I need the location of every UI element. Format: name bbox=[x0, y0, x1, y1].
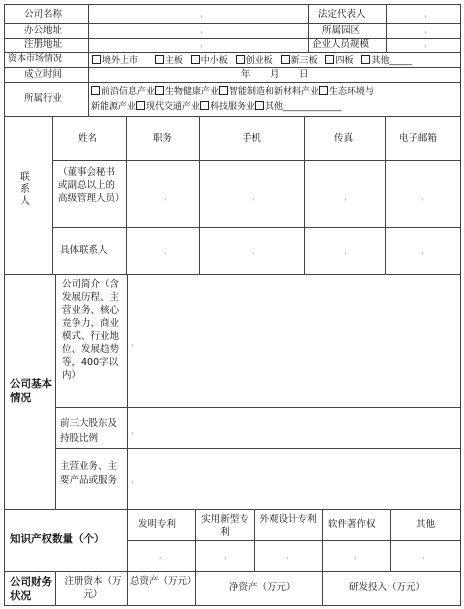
industry-bio-health: 生物健康产业 bbox=[165, 87, 220, 97]
senior-manager-label: （董事会秘书或副总以上的高级管理人员） bbox=[58, 167, 125, 204]
industry-new-energy: 新能源产业 bbox=[91, 102, 137, 112]
park-label: 所属园区 bbox=[322, 25, 361, 36]
ip-header-invention: 发明专利 bbox=[138, 519, 177, 530]
founded-label: 成立时间 bbox=[24, 69, 63, 80]
option-fourth-board: 四板 bbox=[335, 56, 354, 66]
main-products-label: 主营业务、主要产品或服务 bbox=[60, 461, 118, 486]
option-neeq: 新三板 bbox=[290, 56, 318, 66]
cell-mark: ， bbox=[424, 40, 431, 48]
cell-mark: ， bbox=[159, 552, 166, 560]
ip-header-utility: 实用新型专利 bbox=[201, 514, 249, 538]
cell-mark: ， bbox=[131, 339, 138, 347]
cell-mark: ， bbox=[164, 247, 171, 255]
finance-net-assets: 净资产（万元） bbox=[229, 582, 296, 593]
checkbox-icon[interactable] bbox=[92, 55, 101, 64]
header-fax: 传真 bbox=[334, 133, 354, 144]
cell-mark: ， bbox=[424, 26, 431, 34]
industry-eco-env: 生态环境与 bbox=[329, 87, 375, 97]
header-email: 电子邮箱 bbox=[399, 133, 438, 144]
finance-section-label: 公司财务状况 bbox=[10, 576, 52, 602]
checkbox-icon[interactable] bbox=[200, 101, 209, 110]
cell-mark: ， bbox=[424, 10, 431, 18]
checkbox-icon[interactable] bbox=[325, 55, 334, 64]
option-main-board: 主板 bbox=[164, 56, 183, 66]
industry-options-line2 bbox=[91, 101, 342, 112]
checkbox-icon[interactable] bbox=[155, 86, 164, 95]
capital-market-options bbox=[92, 55, 412, 66]
checkbox-icon[interactable] bbox=[155, 55, 164, 64]
checkbox-icon[interactable] bbox=[191, 55, 200, 64]
cell-mark: ， bbox=[421, 247, 428, 255]
office-address-label: 办公地址 bbox=[24, 25, 63, 36]
staff-size-label: 企业人员规模 bbox=[312, 39, 370, 50]
option-other: 其他_____ bbox=[371, 56, 412, 66]
checkbox-icon[interactable] bbox=[136, 101, 145, 110]
cell-mark: ， bbox=[131, 427, 138, 435]
checkbox-icon[interactable] bbox=[219, 86, 228, 95]
industry-label: 所属行业 bbox=[24, 93, 63, 104]
industry-frontier-info: 前沿信息产业 bbox=[101, 87, 156, 97]
company-basic-section-label: 公司基本情况 bbox=[10, 378, 52, 404]
finance-total-assets: 总资产（万元） bbox=[130, 576, 197, 587]
month-unit: 月 bbox=[270, 69, 280, 80]
company-profile-label: 公司简介（含发展历程、主营业务、核心竞争力、商业模式、行业地位、发展趋势等，400字以内） bbox=[62, 279, 120, 381]
industry-smart-manufacturing: 智能制造和新材料产业 bbox=[229, 87, 320, 97]
checkbox-icon[interactable] bbox=[361, 55, 370, 64]
ip-header-software: 软件著作权 bbox=[328, 519, 376, 530]
cell-mark: ， bbox=[200, 40, 207, 48]
cell-mark: ， bbox=[286, 552, 293, 560]
header-mobile: 手机 bbox=[242, 133, 262, 144]
option-sme-board: 中小板 bbox=[200, 56, 228, 66]
legal-rep-label: 法定代表人 bbox=[318, 9, 366, 20]
year-unit: 年 bbox=[241, 69, 251, 80]
cell-mark: ， bbox=[422, 552, 429, 560]
specific-contact-label: 具体联系人 bbox=[60, 245, 108, 256]
finance-registered-capital: 注册资本（万元） bbox=[64, 576, 122, 600]
option-overseas: 境外上市 bbox=[102, 56, 139, 66]
checkbox-icon[interactable] bbox=[236, 55, 245, 64]
cell-mark: ， bbox=[344, 193, 351, 201]
cell-mark: ， bbox=[200, 26, 207, 34]
cell-mark: ， bbox=[224, 552, 231, 560]
day-unit: 日 bbox=[299, 69, 309, 80]
industry-modern-transport: 现代交通产业 bbox=[146, 102, 201, 112]
company-name-label: 公司名称 bbox=[24, 9, 63, 20]
checkbox-icon[interactable] bbox=[319, 86, 328, 95]
checkbox-icon[interactable] bbox=[91, 86, 100, 95]
cell-mark: ， bbox=[252, 247, 259, 255]
registered-address-label: 注册地址 bbox=[24, 39, 63, 50]
cell-mark: ， bbox=[200, 10, 207, 18]
option-gem: 创业板 bbox=[245, 56, 273, 66]
contacts-section-label: 联系人 bbox=[20, 172, 30, 207]
cell-mark: ， bbox=[131, 476, 138, 484]
header-position: 职务 bbox=[153, 133, 173, 144]
finance-rd-investment: 研发投入（万元） bbox=[349, 582, 426, 593]
industry-other: 其他_____________ bbox=[265, 102, 342, 112]
cell-mark: ， bbox=[164, 193, 171, 201]
industry-options-line1 bbox=[91, 86, 374, 97]
checkbox-icon[interactable] bbox=[281, 55, 290, 64]
cell-mark: ， bbox=[421, 193, 428, 201]
cell-mark: ， bbox=[252, 193, 259, 201]
ip-section-label: 知识产权数量（个） bbox=[10, 533, 105, 545]
cell-mark: ， bbox=[354, 552, 361, 560]
capital-market-label: 资本市场情况 bbox=[8, 54, 63, 64]
industry-tech-services: 科技服务业 bbox=[210, 102, 256, 112]
ip-header-other: 其他 bbox=[416, 519, 436, 530]
ip-header-design: 外观设计专利 bbox=[259, 514, 317, 525]
checkbox-icon[interactable] bbox=[255, 101, 264, 110]
header-name: 姓名 bbox=[78, 133, 98, 144]
cell-mark: ， bbox=[344, 247, 351, 255]
top-shareholders-label: 前三大股东及持股比例 bbox=[60, 418, 118, 444]
